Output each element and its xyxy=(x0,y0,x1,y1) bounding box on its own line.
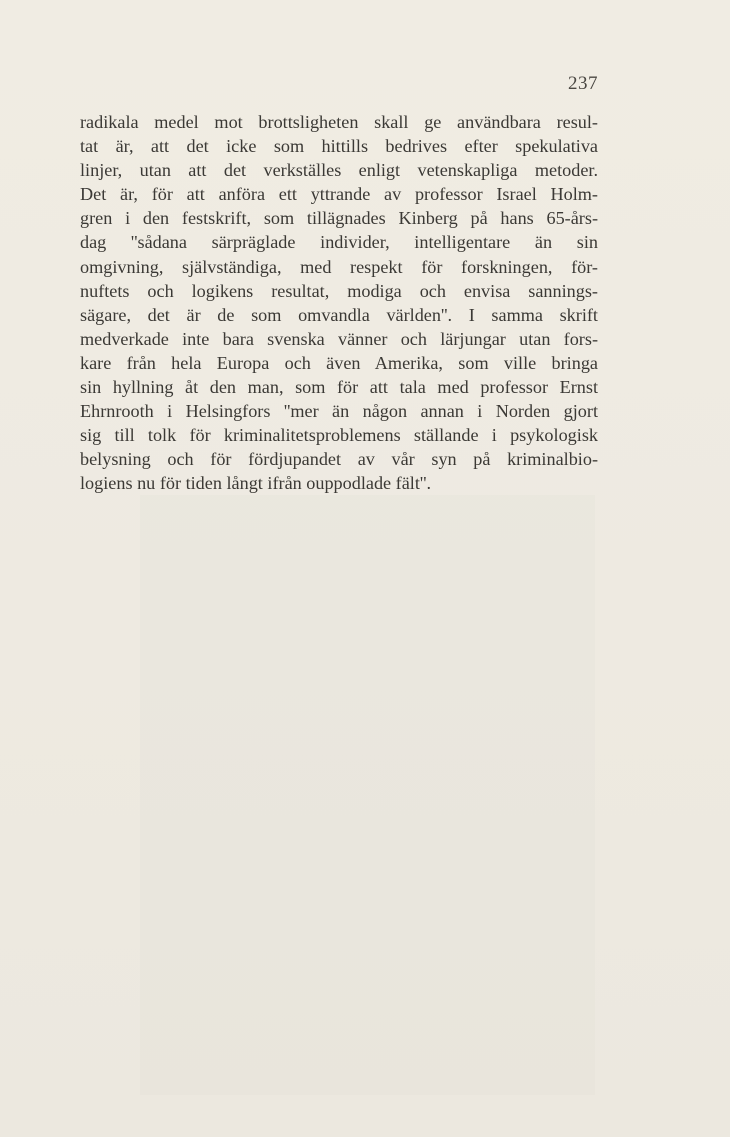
show-through-shadow xyxy=(140,495,595,1095)
text-line: omgivning, självständiga, med respekt för forskningen, för- xyxy=(80,256,598,277)
text-line: medverkade inte bara svenska vänner och lärjungar utan fors- xyxy=(80,328,598,349)
text-line: logiens nu för tiden långt ifrån ouppodlade fält''. xyxy=(80,473,432,494)
text-line: nuftets och logikens resultat, modiga och envisa sannings- xyxy=(80,280,598,301)
body-paragraph xyxy=(80,110,598,496)
page-number: 237 xyxy=(568,73,598,94)
text-line: sägare, det är de som omvandla världen''. I samma skrift xyxy=(80,304,598,325)
text-line: gren i den festskrift, som tillägnades Kinberg på hans 65-års- xyxy=(80,208,598,229)
text-line: dag ''sådana särpräglade individer, intelligentare än sin xyxy=(80,232,598,253)
text-line: linjer, utan att det verkställes enligt vetenskapliga metoder. xyxy=(80,160,598,181)
text-line: kare från hela Europa och även Amerika, som ville bringa xyxy=(80,352,598,373)
text-line: belysning och för fördjupandet av vår syn på kriminalbio- xyxy=(80,449,598,470)
text-line: sig till tolk för kriminalitetsproblemens ställande i psykologisk xyxy=(80,425,598,446)
text-line: radikala medel mot brottsligheten skall ge användbara resul- xyxy=(80,112,598,132)
text-line: Det är, för att anföra ett yttrande av professor Israel Holm- xyxy=(80,184,598,205)
text-line: sin hyllning åt den man, som för att tala med professor Ernst xyxy=(80,377,598,398)
text-line: tat är, att det icke som hittills bedrives efter spekulativa xyxy=(80,136,598,157)
text-line: Ehrnrooth i Helsingfors ''mer än någon annan i Norden gjort xyxy=(80,401,598,422)
